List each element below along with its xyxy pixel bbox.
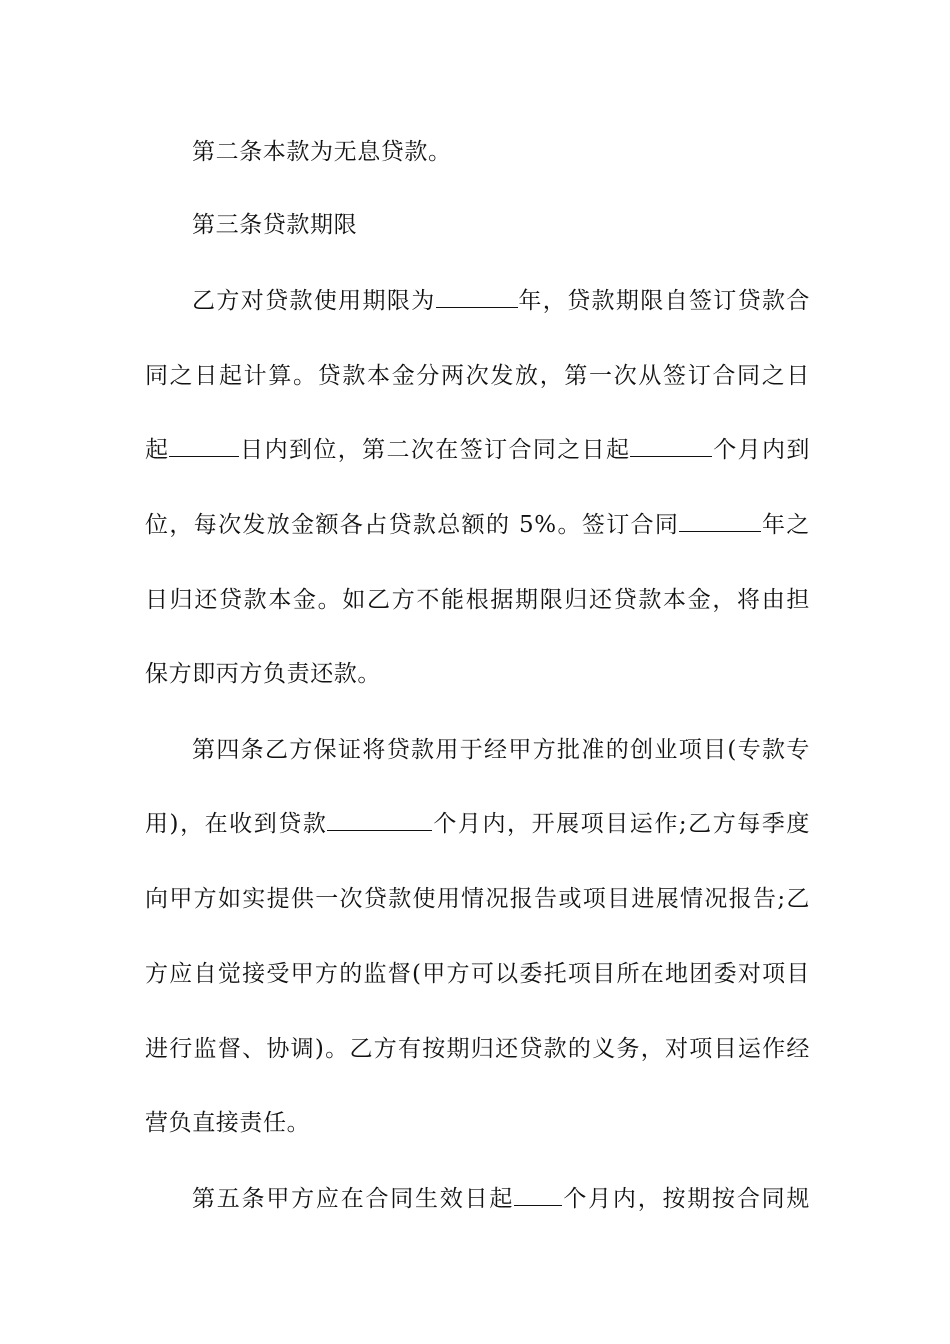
fill-in-blank bbox=[679, 509, 761, 532]
text-segment: 乙方对贷款使用期限为 bbox=[192, 288, 436, 314]
article-3-line-6 bbox=[145, 656, 381, 692]
text-segment: 保方即丙方负责还款。 bbox=[145, 661, 381, 687]
text-segment: 年，贷款期限自签订贷款合 bbox=[517, 288, 811, 314]
text-segment: 第二条本款为无息贷款。 bbox=[192, 139, 452, 165]
article-5-line-1 bbox=[192, 1181, 810, 1217]
article-3-line-5 bbox=[145, 582, 810, 618]
article-3-line-4 bbox=[145, 507, 810, 543]
fill-in-blank bbox=[630, 434, 712, 457]
text-segment: 第三条贷款期限 bbox=[192, 212, 358, 238]
article-4-line-5 bbox=[145, 1031, 810, 1067]
text-segment: 年之 bbox=[761, 512, 810, 538]
fill-in-blank bbox=[514, 1183, 562, 1206]
text-segment: 第四条乙方保证将贷款用于经甲方批准的创业项目(专款专 bbox=[192, 737, 810, 763]
text-segment: 方应自觉接受甲方的监督(甲方可以委托项目所在地团委对项目 bbox=[145, 961, 810, 987]
fill-in-blank bbox=[436, 285, 518, 308]
fill-in-blank bbox=[327, 808, 432, 831]
text-segment: 向甲方如实提供一次贷款使用情况报告或项目进展情况报告;乙 bbox=[145, 886, 810, 912]
article-3-heading bbox=[192, 207, 357, 243]
text-segment: 个月内，按期按合同规 bbox=[562, 1186, 810, 1212]
fill-in-blank bbox=[169, 434, 239, 457]
article-4-line-3 bbox=[145, 881, 810, 917]
article-4-line-1 bbox=[192, 732, 810, 768]
text-segment: 日归还贷款本金。如乙方不能根据期限归还贷款本金，将由担 bbox=[145, 587, 810, 613]
text-segment: 个月内，开展项目运作;乙方每季度 bbox=[432, 811, 810, 837]
article-3-line-1 bbox=[192, 283, 810, 319]
text-segment: 第五条甲方应在合同生效日起 bbox=[192, 1186, 515, 1212]
text-segment: 日内到位，第二次在签订合同之日起 bbox=[239, 437, 631, 463]
article-3-line-2 bbox=[145, 358, 810, 394]
article-3-line-3 bbox=[145, 432, 810, 468]
text-segment: 起 bbox=[145, 437, 170, 463]
text-segment: 进行监督、协调)。乙方有按期归还贷款的义务，对项目运作经 bbox=[145, 1036, 810, 1062]
article-4-line-2 bbox=[145, 806, 810, 842]
article-4-line-4 bbox=[145, 956, 810, 992]
text-segment: 位，每次发放金额各占贷款总额的 5%。签订合同 bbox=[145, 512, 680, 538]
text-segment: 用)，在收到贷款 bbox=[145, 811, 328, 837]
text-segment: 同之日起计算。贷款本金分两次发放，第一次从签订合同之日 bbox=[145, 363, 810, 389]
article-2-line bbox=[192, 134, 452, 170]
article-4-line-6 bbox=[145, 1105, 310, 1141]
text-segment: 营负直接责任。 bbox=[145, 1110, 311, 1136]
text-segment: 个月内到 bbox=[712, 437, 810, 463]
